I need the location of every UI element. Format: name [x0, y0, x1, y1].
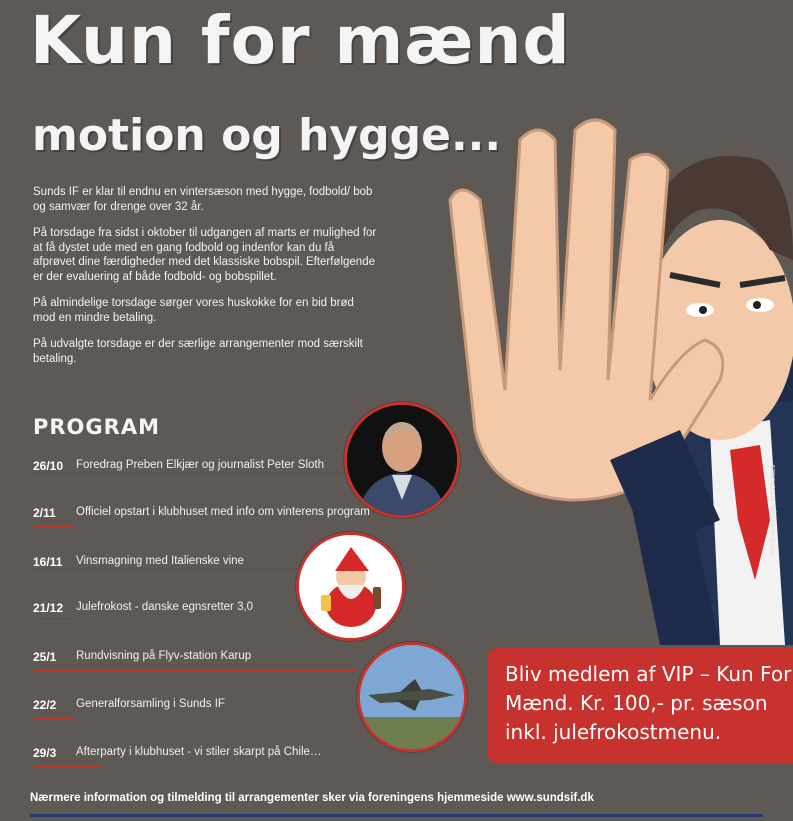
vip-line: Bliv medlem af VIP – Kun For	[505, 662, 792, 686]
program-item	[33, 650, 373, 680]
program-date: 2/11	[33, 506, 56, 520]
program-date: 25/1	[33, 650, 57, 664]
intro-paragraph: Sunds IF er klar til endnu en vintersæson med hygge, fodbold/ bob og samvær for drenge over 32 år.	[33, 186, 373, 213]
poster-title: Kun for mænd	[30, 2, 571, 79]
program-text: Julefrokost - danske egnsretter 3,0	[76, 601, 254, 613]
program-divider	[33, 526, 73, 527]
vip-membership-box	[487, 648, 793, 763]
intro-paragraph: På udvalgte torsdage er der særlige arrangementer mod særskilt betaling.	[33, 338, 363, 365]
program-text: Officiel opstart i klubhuset med info om vinterens program	[76, 506, 370, 518]
program-text: Afterparty i klubhuset - vi stiler skarpt på Chile…	[76, 746, 322, 758]
program-text: Foredrag Preben Elkjær og journalist Peter Sloth	[76, 459, 325, 471]
program-item	[33, 746, 373, 776]
poster-subtitle: motion og hygge...	[32, 110, 502, 161]
footer-divider	[30, 814, 763, 817]
program-item	[33, 506, 373, 536]
disclaimer-note: Ret til ændringer forbeholdes	[770, 464, 777, 555]
intro-text	[33, 185, 378, 378]
program-item	[33, 698, 373, 728]
program-divider	[33, 575, 298, 576]
program-text: Vinsmagning med Italienske vine	[76, 555, 244, 567]
program-date: 26/10	[33, 459, 64, 473]
stop-hand-man-illustration	[420, 100, 793, 645]
program-divider	[33, 670, 358, 671]
program-date: 16/11	[33, 555, 63, 569]
footer-info: Nærmere information og tilmelding til arrangementer sker via foreningens hjemmeside www.sundsif.dk	[30, 792, 594, 804]
program-text: Rundvisning på Flyv-station Karup	[76, 650, 252, 662]
program-divider	[33, 621, 73, 622]
program-heading: PROGRAM	[33, 415, 160, 439]
vip-line: Mænd. Kr. 100,- pr. sæson	[505, 691, 768, 715]
program-date: 22/2	[33, 698, 57, 712]
vip-line: inkl. julefrokostmenu.	[505, 720, 722, 744]
program-date: 21/12	[33, 601, 64, 615]
program-divider	[33, 479, 343, 480]
santa-chef-illustration	[296, 532, 405, 641]
speaker-photo	[344, 402, 460, 518]
program-text: Generalforsamling i Sunds IF	[76, 698, 225, 710]
fighter-jet-photo	[357, 642, 467, 752]
program-divider	[33, 766, 101, 767]
program-item	[33, 459, 373, 489]
program-divider	[33, 718, 73, 719]
intro-paragraph: På almindelige torsdage sørger vores huskokke for en bid brød mod en mindre betaling.	[33, 297, 354, 324]
intro-paragraph: På torsdage fra sidst i oktober til udgangen af marts er mulighed for at få dystet ude med en gang fodbold og indenfor kan du få afprøvet dine færdigheder med det klassiske bobspil. Efterfølgende er der evaluering af både fodbold- og bobspillet.	[33, 227, 377, 283]
program-date: 29/3	[33, 746, 57, 760]
